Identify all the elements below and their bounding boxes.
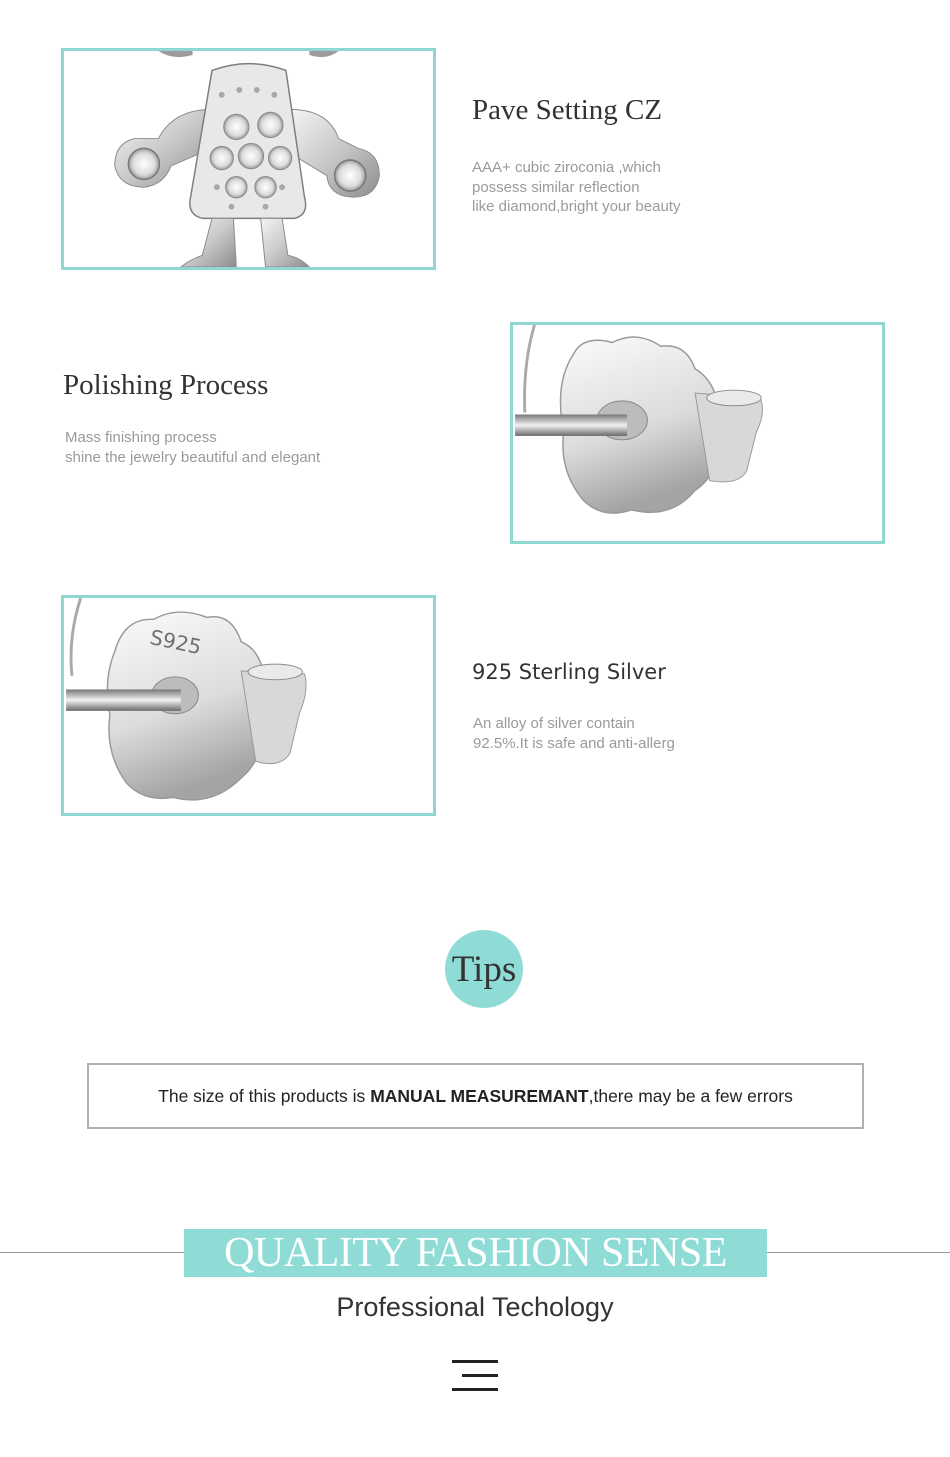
section-desc-sterling: [473, 714, 675, 753]
section-title-polishing: Polishing Process: [63, 369, 269, 401]
desc-line: shine the jewelry beautiful and elegant: [65, 448, 321, 466]
desc-line: like diamond,bright your beauty: [472, 198, 681, 215]
girl-charm-image: [64, 51, 433, 267]
desc-line: AAA+ cubic ziroconia ,which: [472, 159, 661, 176]
section-title-sterling: 925 Sterling Silver: [472, 660, 666, 684]
desc-line: possess similar reflection: [472, 178, 640, 196]
notice-prefix: The size of this products is: [158, 1085, 371, 1106]
s925-stamp: S925: [147, 625, 204, 660]
notice-suffix: ,there may be a few errors: [588, 1085, 793, 1106]
desc-line: 92.5%.It is safe and anti-allerg: [473, 734, 675, 752]
measurement-notice: [87, 1063, 864, 1129]
section-title-pave: Pave Setting CZ: [472, 94, 663, 126]
tips-badge: Tips: [445, 930, 523, 1008]
menu-icon: [452, 1360, 498, 1392]
section-desc-pave: [472, 158, 680, 217]
quality-banner: QUALITY FASHION SENSE: [184, 1229, 767, 1277]
product-image-polishing: [510, 322, 885, 544]
earring-back-image: [513, 325, 882, 541]
earring-back-s925-image: [64, 598, 433, 813]
section-desc-polishing: [65, 428, 320, 467]
desc-line: An alloy of silver contain: [473, 715, 635, 732]
notice-bold: MANUAL MEASUREMANT: [370, 1085, 589, 1106]
banner-subtitle: Professional Techology: [336, 1292, 614, 1322]
desc-line: Mass finishing process: [65, 429, 217, 446]
product-image-sterling: [61, 595, 436, 816]
product-image-pave: [61, 48, 436, 270]
